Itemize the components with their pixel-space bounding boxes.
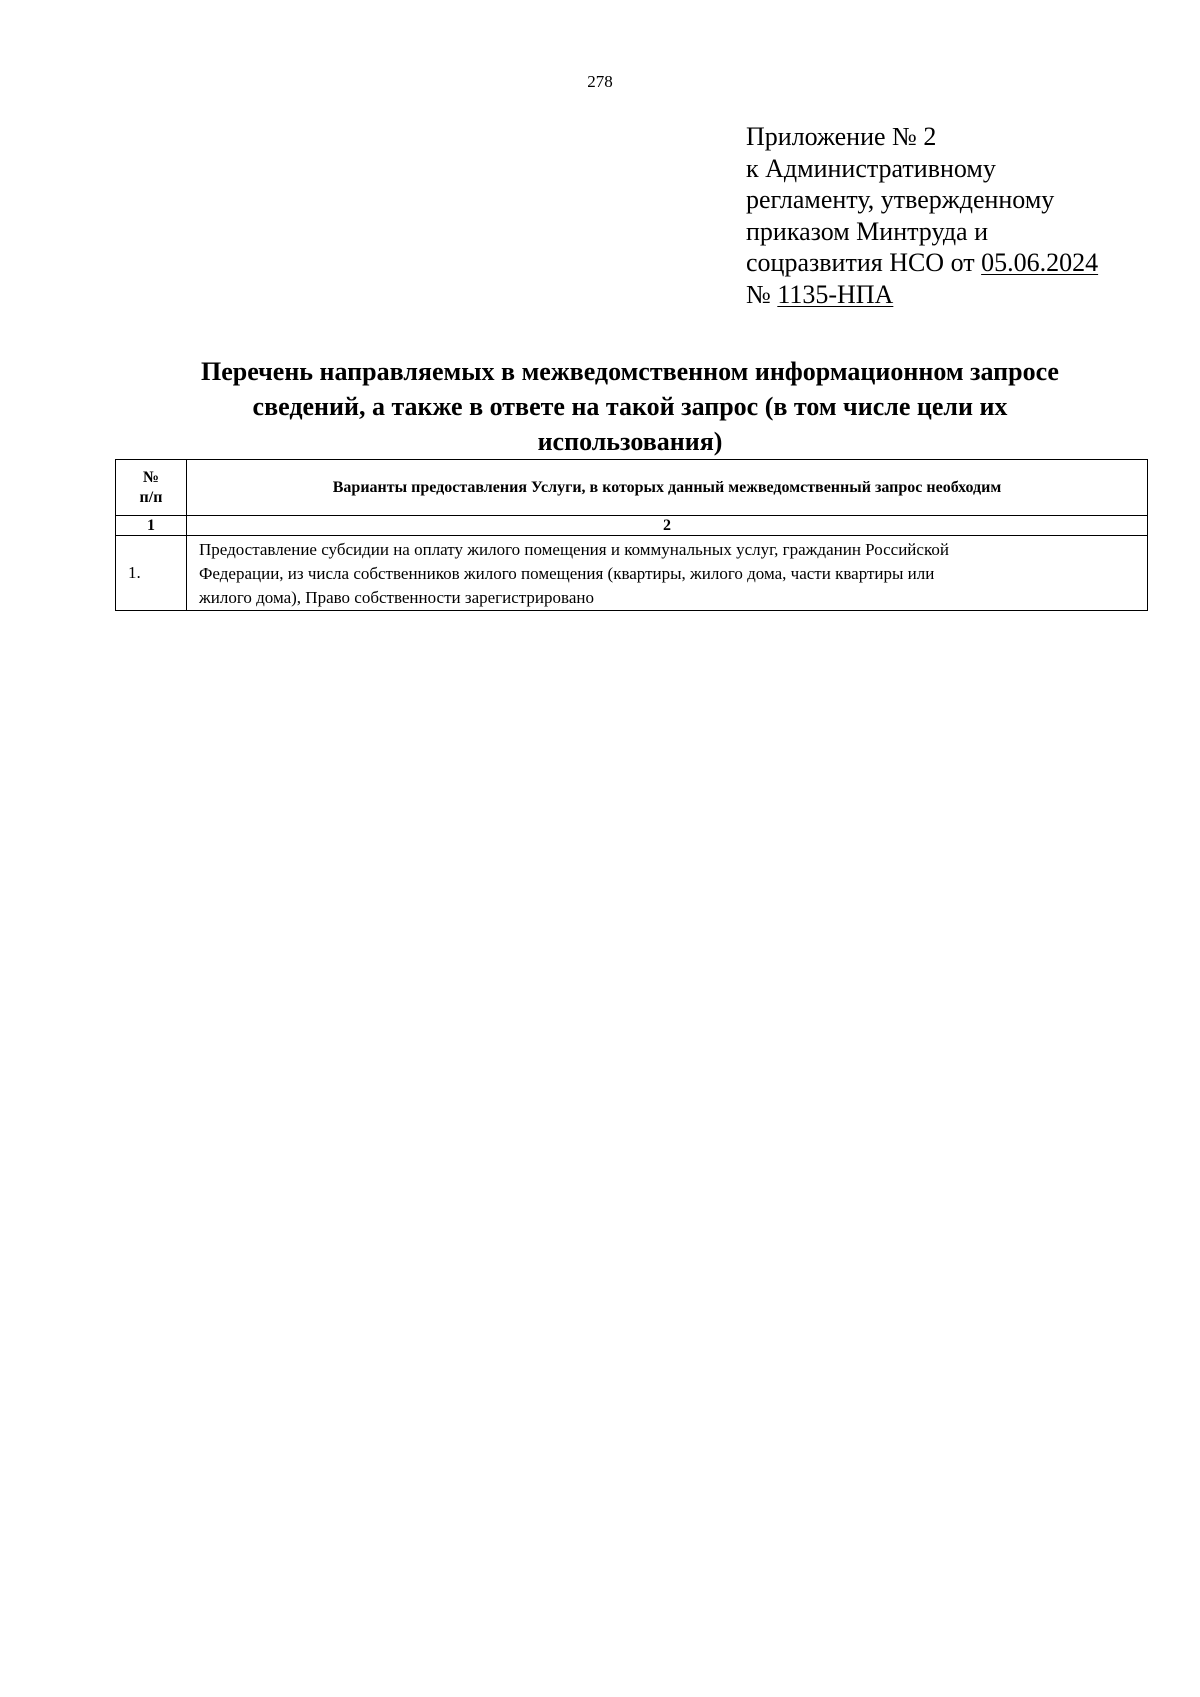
row-number: 1. [116, 536, 187, 611]
header-variants: Варианты предоставления Услуги, в которых данный межведомственный запрос необходим [187, 460, 1148, 516]
row-text-line-2: Федерации, из числа собственников жилого помещения (квартиры, жилого дома, части квартиры или [199, 564, 935, 583]
appendix-line-6 [746, 279, 1176, 311]
row-text-line-3: жилого дома), Право собственности зарегистрировано [199, 588, 594, 607]
appendix-issuer: соцразвития НСО от [746, 248, 982, 277]
appendix-date: 05.06.2024 [981, 248, 1099, 277]
appendix-number: 1135-НПА [777, 279, 894, 309]
title-line-1: Перечень направляемых в межведомственном информационном запросе [201, 357, 1059, 386]
table-row [116, 536, 1148, 611]
title-line-2: сведений, а также в ответе на такой запрос (в том числе цели их [252, 392, 1008, 421]
appendix-line-2: к Административному [746, 153, 996, 183]
appendix-block [746, 121, 1176, 310]
column-number-row [116, 516, 1148, 536]
title-line-3: использования) [537, 427, 723, 456]
row-variant-text [187, 536, 1148, 611]
appendix-number-sign: № [746, 279, 778, 309]
column-number-1: 1 [116, 516, 187, 536]
table-header-row [116, 460, 1148, 516]
row-text-line-1: Предоставление субсидии на оплату жилого помещения и коммунальных услуг, гражданин Российской [199, 540, 949, 559]
appendix-line-5 [746, 247, 1176, 279]
header-number-sign: № [142, 468, 160, 486]
appendix-line-3: регламенту, утвержденному [746, 185, 1055, 214]
document-title [150, 354, 1110, 459]
appendix-line-4: приказом Минтруда и [746, 216, 989, 246]
header-number-abbr: п/п [139, 488, 163, 506]
column-number-2: 2 [187, 516, 1148, 536]
header-number [116, 460, 187, 516]
page-number: 278 [587, 72, 613, 91]
requests-table [115, 459, 1148, 611]
appendix-title: Приложение № 2 [746, 122, 937, 151]
